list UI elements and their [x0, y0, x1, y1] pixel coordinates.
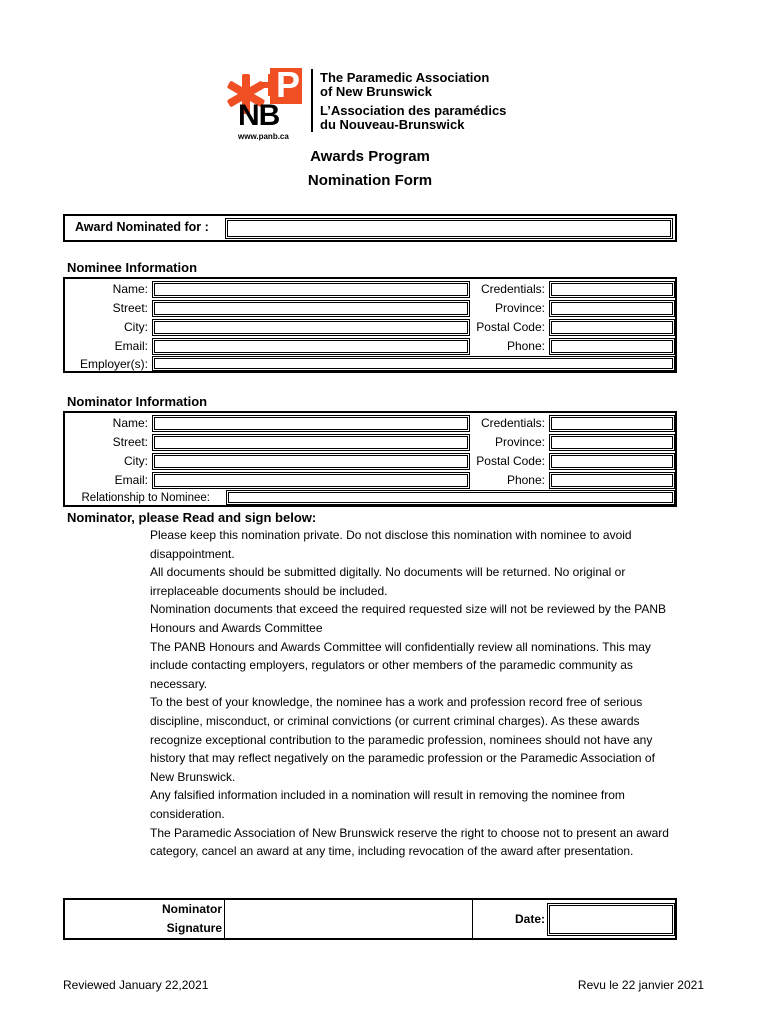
nominee-credentials-label: Credentials:	[480, 282, 545, 296]
nominee-street-input[interactable]	[152, 300, 470, 317]
instruction-paragraph: All documents should be submitted digitally. No documents will be returned. No original or irreplaceable documents should be included.	[150, 565, 626, 598]
signature-input[interactable]	[226, 900, 470, 938]
award-row	[63, 214, 677, 242]
nominee-employer-input[interactable]	[152, 356, 675, 371]
nominator-name-label: Name:	[112, 416, 148, 430]
instruction-paragraph: Any falsified information included in a nomination will result in removing the nominee from consideration.	[150, 788, 625, 821]
nominee-credentials-input[interactable]	[549, 281, 675, 298]
relationship-label: Relationship to Nominee:	[81, 492, 210, 504]
signature-divider	[224, 900, 225, 938]
nominator-province-input[interactable]	[549, 434, 675, 451]
nominator-heading: Nominator Information	[67, 394, 208, 409]
org-name-fr-2: du Nouveau-Brunswick	[320, 117, 465, 132]
logo-nb: NB	[238, 99, 280, 132]
signature-label-2: Signature	[166, 921, 222, 935]
nominee-province-input[interactable]	[549, 300, 675, 317]
nominee-city-input[interactable]	[152, 319, 470, 336]
instruction-paragraph: Nomination documents that exceed the required requested size will not be reviewed by the PANB Honours and Awards Committee	[150, 602, 667, 635]
page-title: Awards Program	[310, 148, 430, 165]
nominee-postal-input[interactable]	[549, 319, 675, 336]
nominee-street-label: Street:	[112, 301, 148, 315]
org-name-fr-1: L’Association des paramédics	[320, 103, 507, 118]
nominee-heading: Nominee Information	[67, 260, 198, 275]
nominee-name-input[interactable]	[152, 281, 470, 298]
logo-divider	[311, 69, 313, 132]
instructions-heading: Nominator, please Read and sign below:	[67, 510, 317, 525]
nominee-phone-label: Phone:	[506, 339, 545, 353]
nominator-phone-input[interactable]	[549, 472, 675, 489]
footer-reviewed-en: Reviewed January 22,2021	[63, 978, 209, 992]
nominee-email-input[interactable]	[152, 338, 470, 355]
date-label: Date:	[514, 912, 545, 926]
page-subtitle: Nomination Form	[307, 172, 433, 189]
nominee-province-label: Province:	[494, 301, 545, 315]
date-input[interactable]	[547, 903, 675, 936]
nominator-city-label: City:	[124, 454, 148, 468]
nominator-city-input[interactable]	[152, 453, 470, 470]
instruction-paragraph: Please keep this nomination private. Do not disclose this nomination with nominee to avoid disappointment.	[150, 528, 632, 561]
logo-url: www.panb.ca	[238, 132, 289, 141]
nominee-phone-input[interactable]	[549, 338, 675, 355]
nominee-city-label: City:	[124, 320, 148, 334]
nominee-email-label: Email:	[114, 339, 148, 353]
nominator-postal-input[interactable]	[549, 453, 675, 470]
instruction-paragraph: The PANB Honours and Awards Committee will confidentially review all nominations. This may include contacting employers, regulators or other members of the paramedic community as necessary.	[150, 639, 651, 691]
nominator-postal-label: Postal Code:	[476, 454, 545, 468]
nominator-street-label: Street:	[112, 435, 148, 449]
nominator-street-input[interactable]	[152, 434, 470, 451]
signature-table	[63, 898, 677, 940]
nominee-name-label: Name:	[112, 282, 148, 296]
nominator-credentials-input[interactable]	[549, 415, 675, 432]
award-label: Award Nominated for :	[75, 220, 209, 234]
award-input[interactable]	[225, 218, 673, 239]
footer-reviewed-fr: Revu le 22 janvier 2021	[577, 978, 704, 992]
instructions-body	[150, 526, 675, 861]
nominator-name-input[interactable]	[152, 415, 470, 432]
nominator-phone-label: Phone:	[506, 473, 545, 487]
relationship-input[interactable]	[226, 490, 675, 505]
nominator-email-input[interactable]	[152, 472, 470, 489]
nominator-province-label: Province:	[494, 435, 545, 449]
instruction-paragraph: To the best of your knowledge, the nominee has a work and profession record free of serious discipline, misconduct, or criminal convictions (or current criminal charges). As these awards recognize exceptional contribution to the paramedic profession, nominees should not have any history that may reflect negatively on the paramedic profession or the Paramedic Association of New Brunswick.	[150, 695, 655, 784]
nominator-email-label: Email:	[114, 473, 148, 487]
org-name-en-2: of New Brunswick	[320, 84, 432, 99]
nominee-postal-label: Postal Code:	[476, 320, 545, 334]
signature-label-1: Nominator	[162, 902, 222, 916]
nominator-credentials-label: Credentials:	[480, 416, 545, 430]
nominee-table	[63, 277, 677, 373]
nominee-employer-label: Employer(s):	[79, 357, 148, 371]
nominator-table	[63, 411, 677, 507]
logo-p-letter: P	[276, 64, 301, 105]
instruction-paragraph: The Paramedic Association of New Brunswick reserve the right to choose not to present an award category, cancel an award at any time, including revocation of the award after presentation.	[150, 825, 669, 859]
org-name-en-1: The Paramedic Association	[320, 70, 490, 85]
